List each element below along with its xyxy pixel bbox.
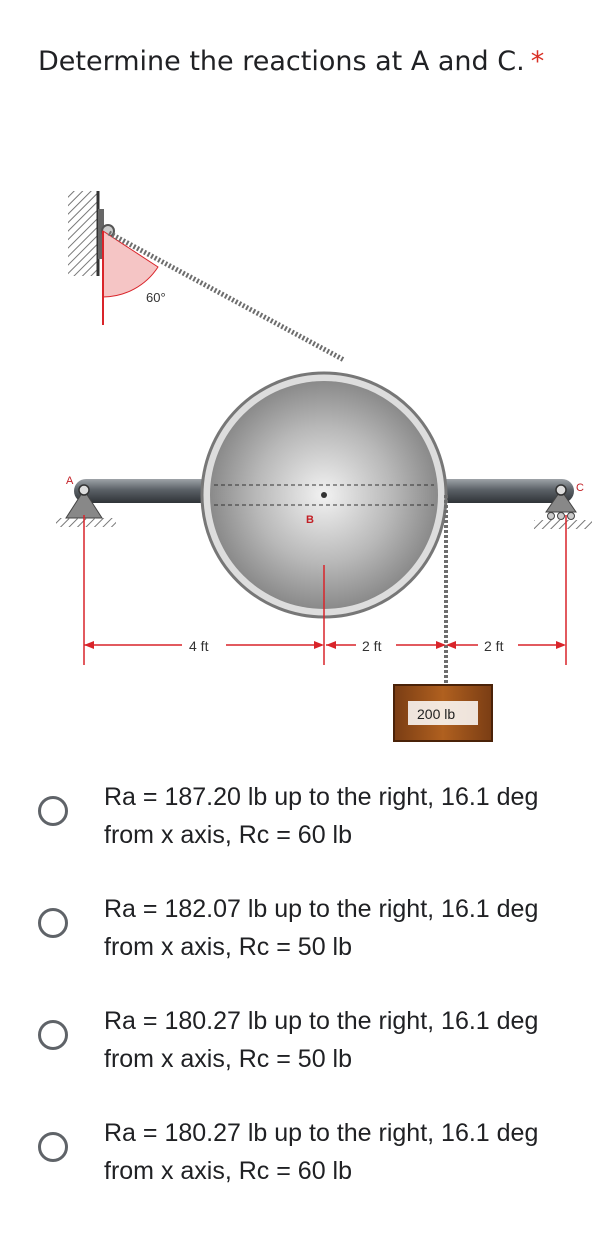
problem-diagram	[54, 185, 594, 755]
dim-mid-label: 2 ft	[362, 638, 382, 654]
option-4[interactable]	[38, 1114, 598, 1204]
radio-button[interactable]	[38, 908, 68, 938]
radio-button[interactable]	[38, 1020, 68, 1050]
question-text: Determine the reactions at A and C.	[38, 46, 525, 77]
question-title	[38, 38, 558, 86]
weight-box	[394, 685, 492, 741]
option-label[interactable]: Ra = 182.07 lb up to the right, 16.1 deg from x axis, Rc = 50 lb	[104, 895, 539, 961]
angle-label: 60°	[146, 290, 166, 305]
option-3[interactable]	[38, 1002, 598, 1092]
label-c: C	[576, 482, 584, 494]
weight-label: 200 lb	[417, 706, 456, 722]
cable	[109, 233, 344, 360]
option-label[interactable]: Ra = 180.27 lb up to the right, 16.1 deg from x axis, Rc = 60 lb	[104, 1119, 539, 1185]
required-asterisk: *	[530, 46, 545, 77]
label-b: B	[306, 514, 314, 526]
dim-left-label: 4 ft	[189, 638, 209, 654]
label-a: A	[66, 475, 74, 487]
option-2[interactable]	[38, 890, 598, 980]
radio-button[interactable]	[38, 796, 68, 826]
radio-button[interactable]	[38, 1132, 68, 1162]
option-label[interactable]: Ra = 187.20 lb up to the right, 16.1 deg from x axis, Rc = 60 lb	[104, 783, 539, 849]
option-label[interactable]: Ra = 180.27 lb up to the right, 16.1 deg from x axis, Rc = 50 lb	[104, 1007, 539, 1073]
diagram-svg	[54, 185, 594, 755]
dim-right-label: 2 ft	[484, 638, 504, 654]
option-1[interactable]	[38, 778, 598, 868]
